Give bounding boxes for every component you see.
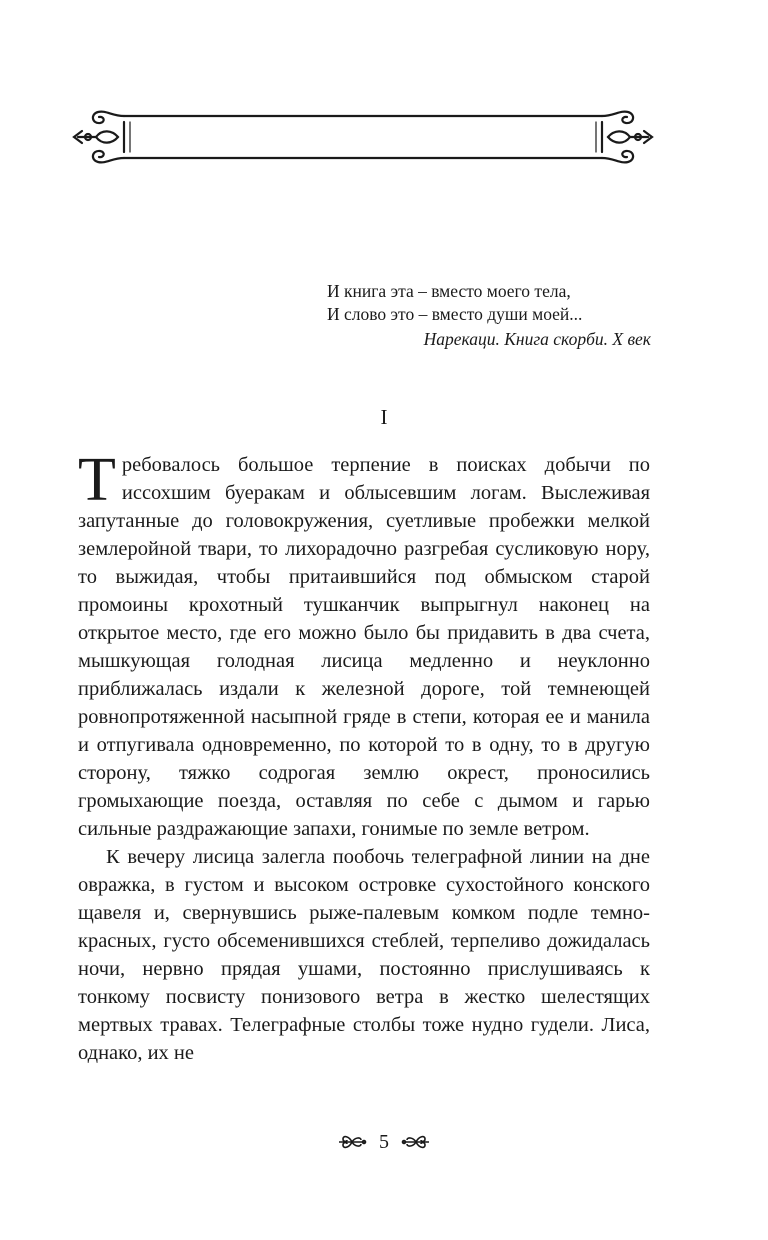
paragraph-text: ребовалось большое терпение в поисках добычи по иссохшим буеракам и облысевшим логам. Выслеживая запутанные до головокружения, суетливые пробежки мелкой землеройной твари, то лихорадочно разгребая сусликовую нору, то выжидая, чтобы притаившийся под обмыском старой промоины крохотный тушканчик выпрыгнул наконец на открытое место, где его можно было бы придавить в два счета, мышкующая голодная лисица медленно и неуклонно приближалась издали к железной дороге, той темнеющей ровнопротяженной насыпной гряде в степи, которая ее и манила и отпугивала одновременно, по которой то в одну, то в другую сторону, тяжко содрогая землю окрест, проносились громыхающие поезда, оставляя по себе с дымом и гарью сильные раздражающие запахи, гонимые по земле ветром. bbox=[78, 454, 650, 840]
scroll-ornament-icon bbox=[401, 1131, 431, 1153]
body-text bbox=[78, 446, 650, 1067]
scroll-ornament-icon bbox=[337, 1131, 367, 1153]
page-footer bbox=[0, 1127, 768, 1157]
paragraph bbox=[78, 446, 650, 843]
epigraph-line: И книга эта – вместо моего тела, bbox=[327, 281, 571, 301]
chapter-number: I bbox=[380, 405, 388, 429]
epigraph bbox=[327, 280, 657, 351]
paragraph: К вечеру лисица залегла пообочь телеграфной линии на дне овражка, в густом и высоком островке сухостойного конского щавеля и, свернувшись рыже-палевым комком подле темно-красных, густо обсеменившихся стеблей, терпеливо дожидалась ночи, нервно прядая ушами, постоянно прислушиваясь к тонкому посвисту понизового ветра в жестко шелестящих мертвых травах. Телеграфные столбы тоже нудно гудели. Лиса, однако, их не bbox=[78, 846, 650, 1064]
header-ornament-frame-icon bbox=[72, 106, 654, 166]
drop-cap: Т bbox=[78, 446, 116, 514]
epigraph-line: И слово это – вместо души моей... bbox=[327, 304, 583, 324]
epigraph-source: Нарекаци. Книга скорби. X век bbox=[423, 329, 651, 349]
page-number: 5 bbox=[379, 1130, 389, 1153]
